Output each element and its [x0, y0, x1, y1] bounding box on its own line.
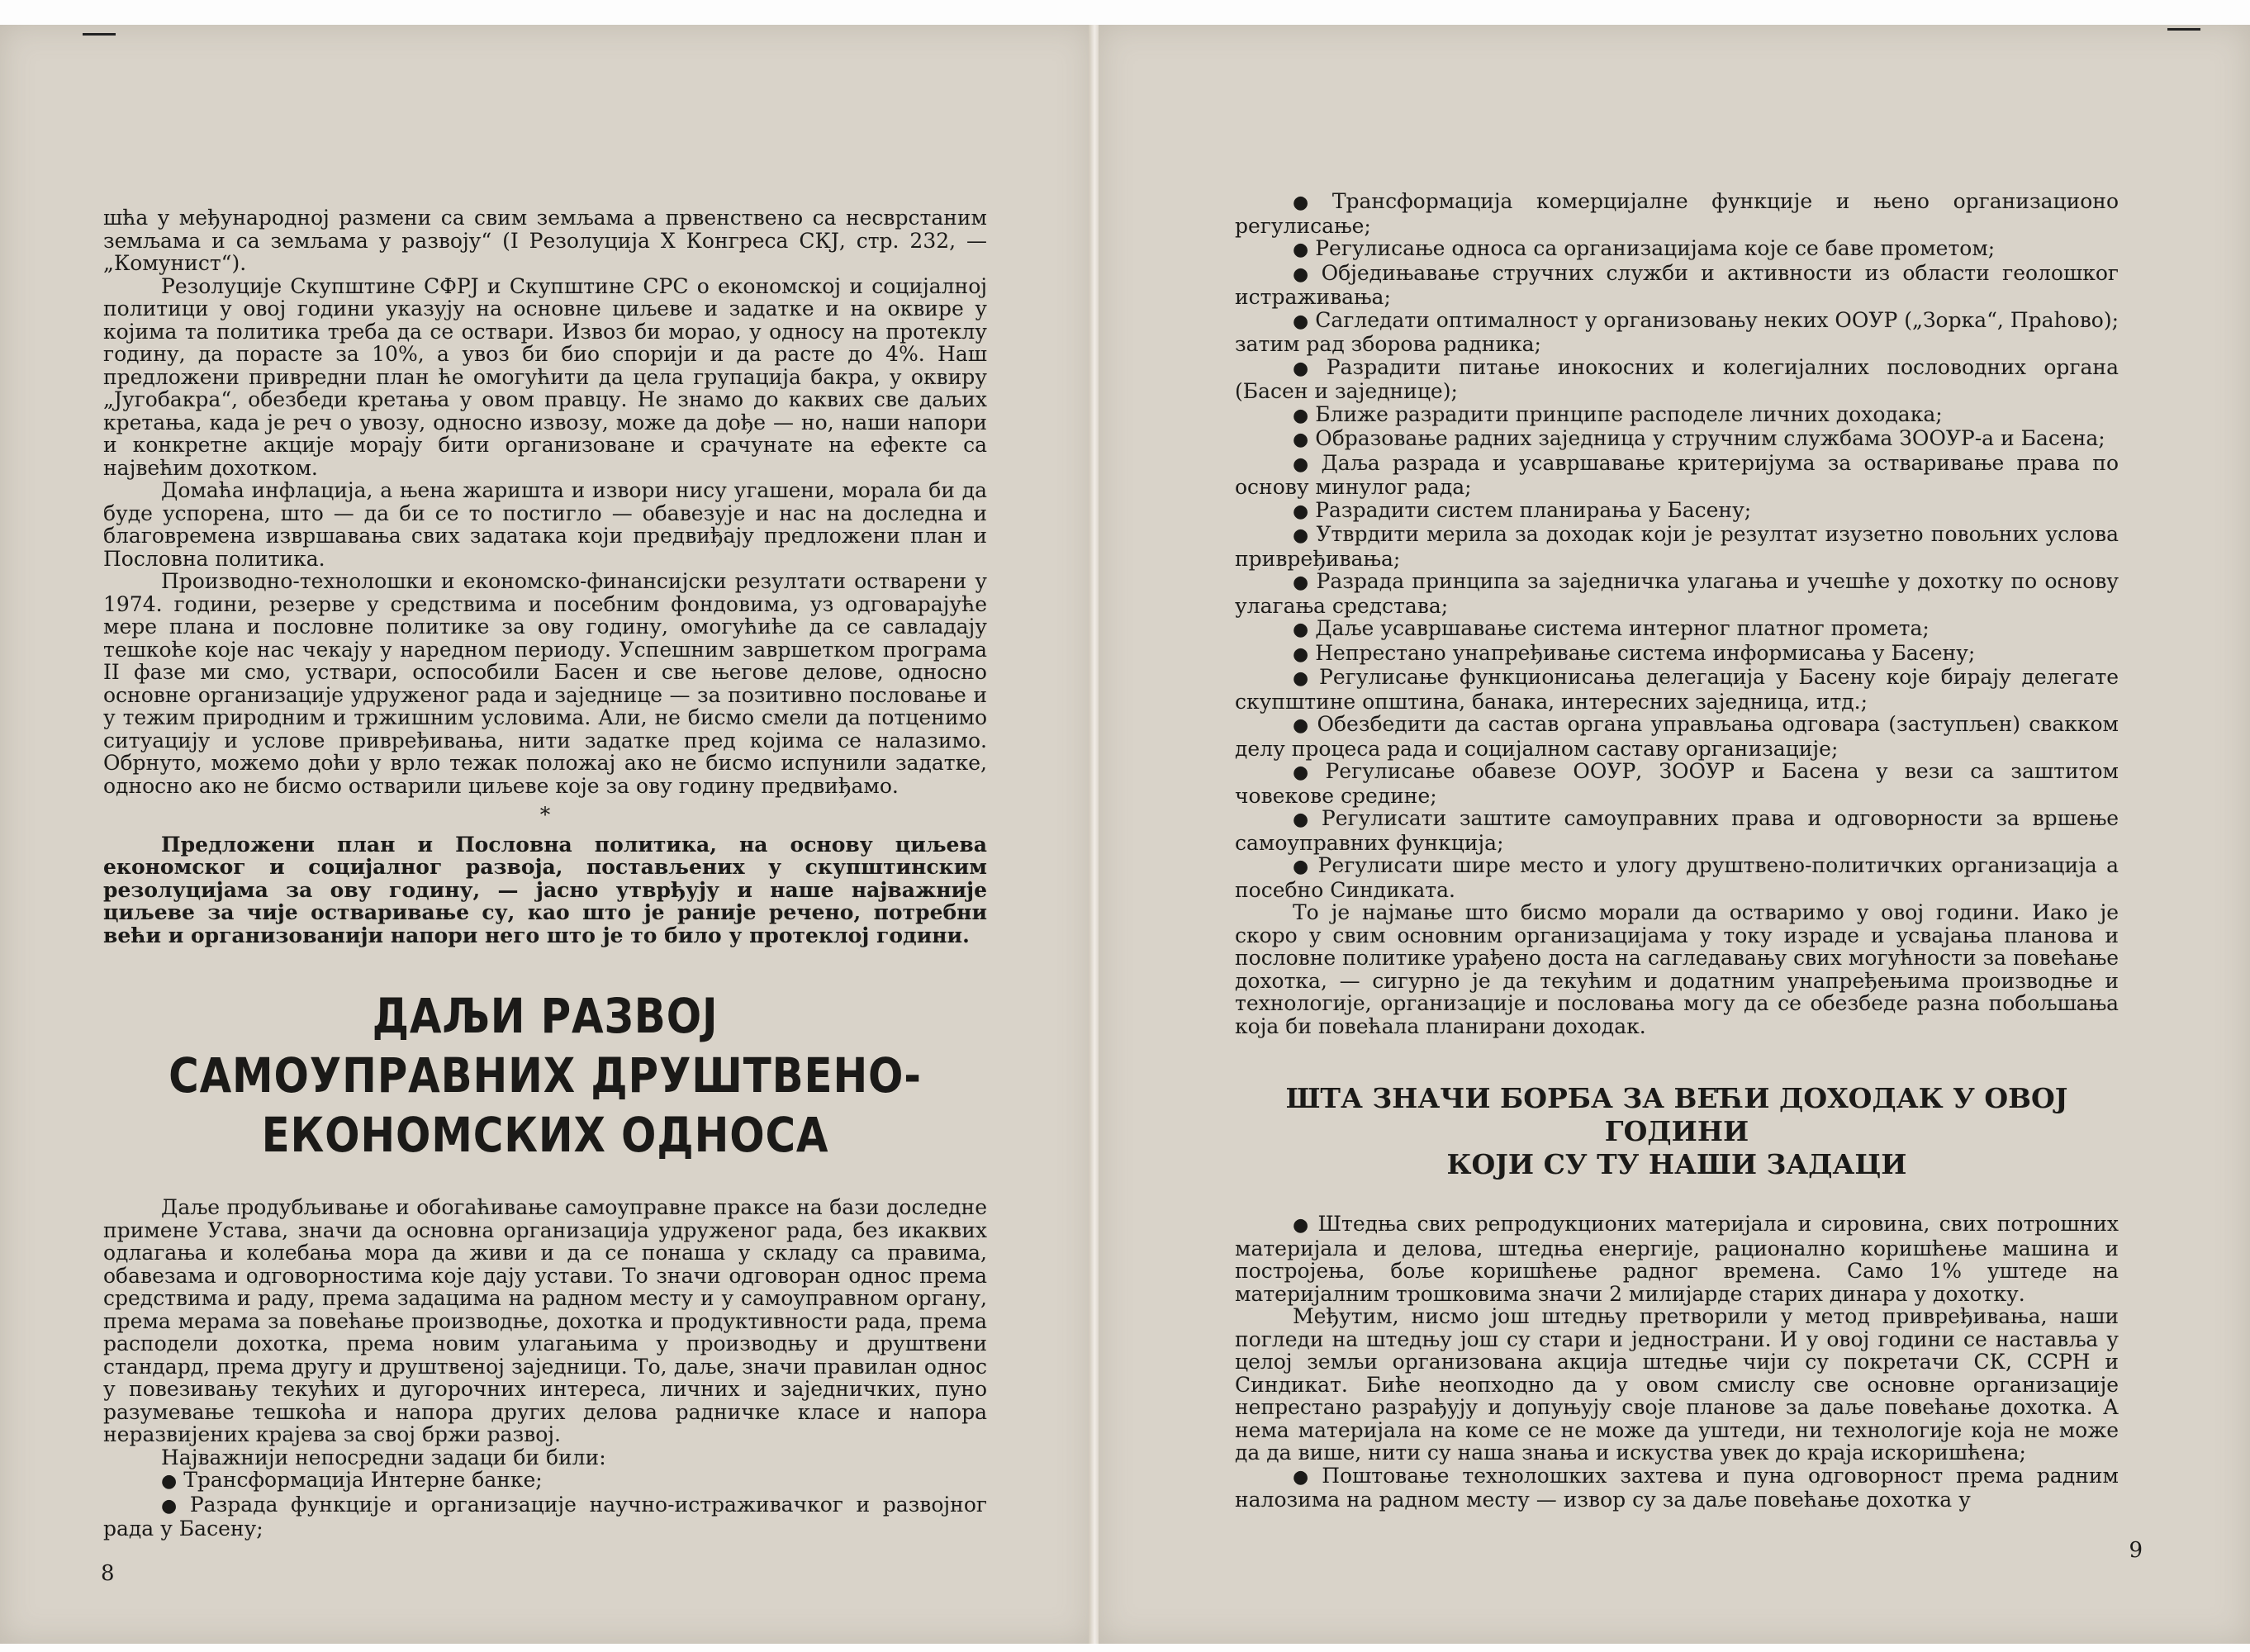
- list-item-text: Сагледати оптималност у организовању неких ООУР („Зорка“, Праhово); затим рад зборова радника;: [1235, 307, 2119, 356]
- section-heading: [165, 986, 925, 1165]
- list-item-text: Штедња свих репродукционих материјала и сировина, свих потрошних материјала и делова, штедња енергије, рационално коришћење машина и постројења, боље коришћење радног времена. Само 1% уштеде на материјалним трошковима значи 2 милијарде старих динара у дохотку.: [1235, 1212, 2119, 1306]
- list-item: [1235, 427, 2119, 452]
- list-item-text: Обједињавање стручних служби и активности из области геолошког истраживања;: [1235, 260, 2119, 309]
- list-item-text: Ближе разрадити принципе расподеле личних доходака;: [1315, 401, 1943, 426]
- list-item-text: Обезбедити да састав органа управљања одговара (заступљен) свакком делу процеса рада и социјалном саставу организације;: [1235, 712, 2119, 761]
- list-item: [1235, 499, 2119, 524]
- list-item-text: Разрадити питање инокосних и колегијалних пословодних органа (Басен и заједнице);: [1235, 354, 2119, 403]
- bullet-icon: ●: [1293, 263, 1315, 285]
- bullet-icon: ●: [1293, 453, 1315, 475]
- list-item: [1235, 617, 2119, 642]
- heading-line: КОЈИ СУ ТУ НАШИ ЗАДАЦИ: [1446, 1148, 1907, 1180]
- list-item: [1235, 1213, 2119, 1305]
- list-item: [103, 1469, 987, 1493]
- list-item-text: Регулисати шире место и улогу друштвено-политичких организација а посебно Синдиката.: [1235, 853, 2119, 902]
- bullet-icon: ●: [1293, 192, 1326, 213]
- list-item: [1235, 356, 2119, 403]
- bullet-icon: ●: [1293, 809, 1315, 830]
- list-item: [1235, 570, 2119, 617]
- page-number: 9: [2129, 1538, 2143, 1563]
- list-item: [103, 1493, 987, 1540]
- section-divider-star: *: [539, 803, 551, 827]
- list-item-text: Образовање радних заједница у стручним службама ЗООУР-а и Басена;: [1315, 426, 2105, 450]
- bullet-icon: ●: [1293, 857, 1312, 877]
- bullet-icon: ●: [1293, 405, 1309, 426]
- list-item: [1235, 523, 2119, 570]
- list-item-text: Даље усавршавање система интерног платног промета;: [1315, 616, 1930, 640]
- paragraph: Даље продубљивање и обогаћивање самоуправне праксе на бази доследне примене Устава, значи да основна организација удруженог рада, без икаквих одлагања и колебања мора да живи и да се понаша у складу са правима, обавезама и одговорностима које дају устави. То значи одговоран однос према средствима и раду, према задацима на радном месту и у самоуправном органу, према мерама за повећање производње, дохотка и продуктивности рада, према расподели дохотка, према новим улагањима у производњу и друштвени стандард, према другу и друштвеној заједници. То, даље, значи правилан однос у повезивању текућих и дугорочних интереса, личних и заједничких, пуно разумевање тешкоћа и напора других делова радничке класе и напора неразвијених крајева за свој бржи развој.: [103, 1195, 987, 1446]
- list-item: [1235, 642, 2119, 667]
- bullet-icon: ●: [1293, 358, 1320, 379]
- left-page: [0, 25, 1092, 1644]
- list-item: [1235, 807, 2119, 854]
- list-item: [1235, 190, 2119, 237]
- paragraph: Међутим, нисмо још штедњу претворили у метод привређивања, наши погледи на штедњу још су стари и једнострани. И у овој години се наставља у целој земљи организована акција штедње чији су покретачи СК, ССРН и Синдикат. Биће неопходно да у овом смислу све основне организације непрестано разрађују и допуњују своје планове за даље повећање дохотка. А нема материјала на коме се не може да уштеди, ни технологије која не може да да више, нити су наша знања и искуства увек до краја искоришћена;: [1235, 1304, 2119, 1464]
- bullet-icon: ●: [1293, 501, 1309, 522]
- list-item: [1235, 262, 2119, 309]
- paragraph: шћа у међународној размени са свим земљама а првенствено са несврстаним земљама и са земљама у развоју“ (I Резолуција X Конгреса СКЈ, стр. 232, — „Комунист“).: [103, 206, 987, 275]
- list-item: [1235, 713, 2119, 760]
- heading-line: ДАЉИ РАЗВОЈ САМОУПРАВНИХ ДРУШТВЕНО-: [169, 988, 922, 1104]
- bullet-icon: ●: [1293, 240, 1309, 260]
- list-item-text: Разрадити систем планирања у Басену;: [1315, 497, 1752, 522]
- list-item-text: Разрада функције и организације научно-истраживачког и развојног рада у Басену;: [103, 1492, 987, 1540]
- list-item: [1235, 1464, 2119, 1512]
- list-item-text: Регулисање обавезе ООУР, ЗООУР и Басена у вези са заштитом човекове средине;: [1235, 759, 2119, 808]
- list-item-text: Регулисати заштите самоуправних права и одговорности за вршење самоуправних функција;: [1235, 806, 2119, 855]
- right-text-column: [1235, 190, 2119, 1512]
- list-item-text: Даља разрада и усавршавање критеријума за остваривање права по основу минулог рада;: [1235, 450, 2119, 499]
- paragraph: Домаћа инфлација, а њена жаришта и извори нису угашени, морала би да буде успорена, што — да би се то постигло — обавезује и нас на доследна и благовремена извршавања свих задатака који предвиђају предложени план и Пословна политика.: [103, 478, 987, 571]
- tasks-intro: Најважнији непосредни задаци би били:: [161, 1445, 606, 1469]
- bullet-icon: ●: [1293, 311, 1309, 332]
- bullet-icon: ●: [161, 1495, 183, 1517]
- list-item: [1235, 309, 2119, 356]
- list-item-text: Регулисање односа са организацијама које се баве прометом;: [1315, 236, 1996, 260]
- bullet-icon: ●: [1293, 762, 1319, 783]
- list-item: [1235, 666, 2119, 713]
- bullet-icon: ●: [161, 1471, 178, 1492]
- list-item: [1235, 452, 2119, 499]
- page-edge-mark: [83, 33, 116, 36]
- list-item: [1235, 760, 2119, 807]
- page-edge-mark: [2167, 28, 2200, 31]
- right-page: [1099, 25, 2250, 1644]
- bold-paragraph: Предложени план и Пословна политика, на основу циљева економског и социјалног развоја, постављених у скупштинским резолуцијама за ову годину, — јасно утврђују и наше најважније циљеве за чије остваривање су, као што је раније речено, потребни већи и организованији напори него што је то било у протеклој години.: [103, 832, 987, 947]
- list-item-text: Поштовање технолошких захтева и пуна одговорност према радним налозима на радном месту — извор су за даље повећање дохотка у: [1235, 1463, 2119, 1512]
- list-item-text: Разрада принципа за заједничка улагања и учешће у дохотку по основу улагања средстава;: [1235, 569, 2119, 618]
- bullet-icon: ●: [1293, 525, 1310, 546]
- page-number: 8: [101, 1561, 115, 1586]
- list-item-text: Трансформација комерцијалне функције и њено организационо регулисање;: [1235, 189, 2119, 238]
- bullet-icon: ●: [1293, 643, 1309, 665]
- list-item: [1235, 854, 2119, 901]
- bullet-icon: ●: [1293, 668, 1313, 689]
- heading-line: ЕКОНОМСКИХ ОДНОСА: [261, 1107, 829, 1163]
- heading-line: ШТА ЗНАЧИ БОРБА ЗА ВЕЋИ ДОХОДАК У ОВОЈ ГОДИНИ: [1285, 1082, 2068, 1147]
- left-text-column: [103, 206, 987, 1540]
- list-item-text: Непрестано унапређивање система информисања у Басену;: [1315, 640, 1976, 665]
- paragraph: Резолуције Скупштине СФРЈ и Скупштине СРС о економској и социјалној политици у овој години указују на основне циљеве и задатке и на оквире у којима та политика треба да се оствари. Извоз би морао, у односу на протеклу годину, да порасте за 10%, а увоз би био спорији и да расте до 4%. Наш предложени привредни план ће омогућити да цела групација бакра, у оквиру „Југобакра“, обезбеди кретања у овом правцу. Не знамо до каквих све даљих кретања, када је реч о увозу, односно извозу, може да дође — но, наши напори и конкретне акције морају бити организоване и срачунате на ефекте са највећим дохотком.: [103, 273, 987, 480]
- list-item-text: Регулисање функционисања делегација у Басену које бирају делегате скупштине општина, банака, интересних заједница, итд.;: [1235, 665, 2119, 714]
- list-item: [1235, 237, 2119, 262]
- bullet-icon: ●: [1293, 715, 1311, 736]
- list-item: [1235, 403, 2119, 428]
- bullet-list: [1235, 190, 2119, 901]
- section-heading: [1235, 1082, 2119, 1181]
- bullet-icon: ●: [1293, 430, 1309, 450]
- bullet-icon: ●: [1293, 1215, 1312, 1236]
- bullet-icon: ●: [1293, 572, 1310, 593]
- bullet-icon: ●: [1293, 1466, 1316, 1488]
- list-item-text: Утврдити мерила за доходак који је резултат изузетно повољних услова привређивања;: [1235, 522, 2119, 571]
- list-item-text: Трансформација Интерне банке;: [183, 1468, 543, 1492]
- bullet-icon: ●: [1293, 620, 1309, 640]
- paragraph: Производно-технолошки и економско-финансијски резултати остварени у 1974. години, резерве у средствима и посебним фондовима, уз одговарајуће мере плана и пословне политике за ову годину, омогућиће да се савладају тешкоће које нас чекају у наредном периоду. Успешним завршетком програма II фазе ми смо, уствари, оспособили Басен и све његове делове, односно основне организације удруженог рада и заједнице — за позитивно пословање и у тежим природним и тржишним условима. Али, не бисмо смели да потценимо ситуацију и услове привређивања, нити задатке пред којима се налазимо. Обрнуто, можемо доћи у врло тежак положај ако не бисмо испунили задатке, односно ако не бисмо остварили циљеве које за ову годину предвиђамо.: [103, 569, 987, 798]
- paragraph: То је најмање што бисмо морали да остваримо у овој години. Иако је скоро у свим основним организацијама у току израде и усвајања планова и пословне политике урађено доста на сагледавању свих могућности за повећање дохотка, — сигурно је да текућим и додатним унапређењима производње и технологије, организације и пословања могу да се обезбеде разна побољшања која би повећала планирани доходак.: [1235, 900, 2119, 1038]
